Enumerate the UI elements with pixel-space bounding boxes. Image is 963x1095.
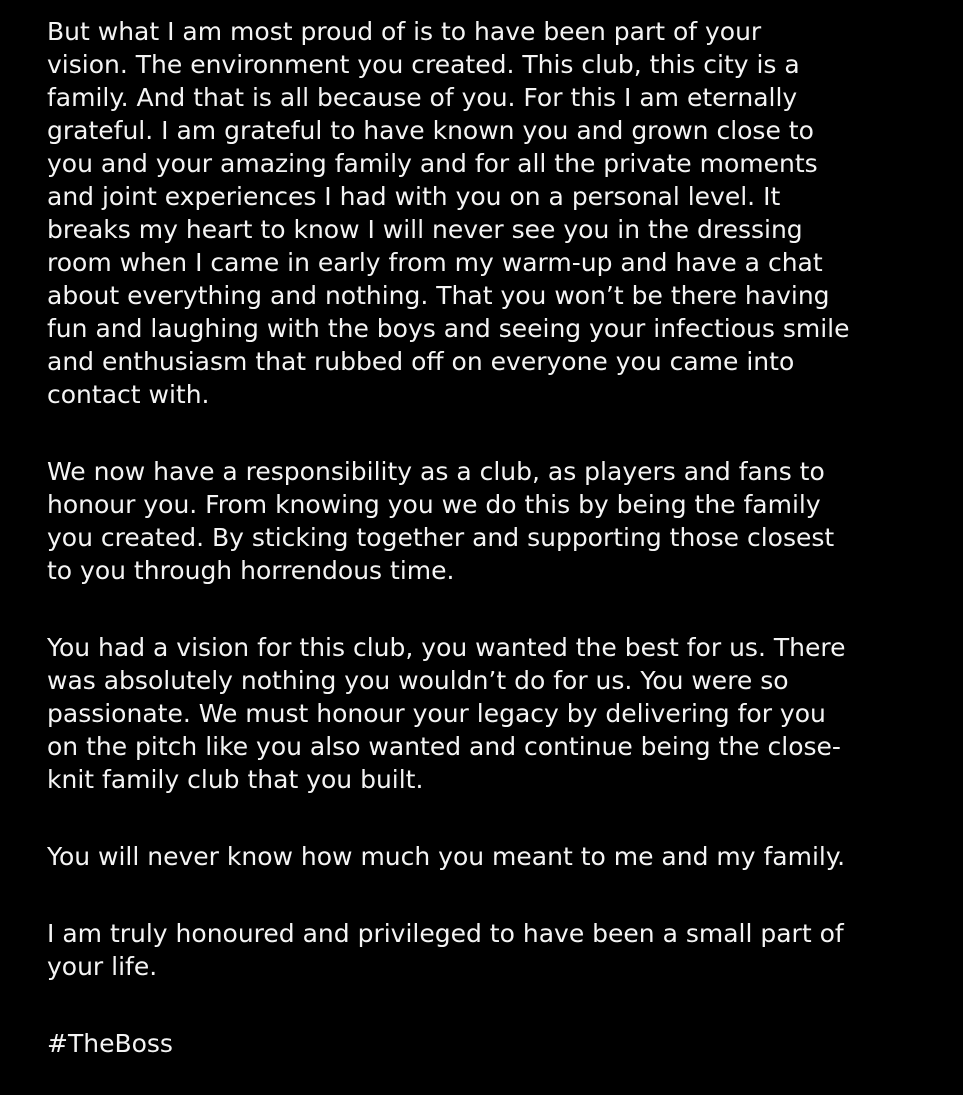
- hashtag: #TheBoss: [47, 1029, 173, 1058]
- paragraph-responsibility: We now have a responsibility as a club, as players and fans to honour you. From knowing you we do this by being the family you created. By sticking together and supporting those closest to you through horrendous time.: [47, 457, 835, 585]
- paragraph-honoured: I am truly honoured and privileged to have been a small part of your life.: [47, 919, 844, 981]
- paragraph-proud: But what I am most proud of is to have been part of your vision. The environment you created. This club, this city is a family. And that is all because of you. For this I am eternally grateful. I am grateful to have known you and grown close to you and your amazing family and for all the private moments and joint experiences I had with you on a personal level. It breaks my heart to know I will never see you in the dressing room when I came in early from my warm-up and have a chat about everything and nothing. That you won’t be there having fun and laughing with the boys and seeing your infectious smile and enthusiasm that rubbed off on everyone you came into contact with.: [47, 17, 850, 409]
- paragraph-meant-to-me: You will never know how much you meant to me and my family.: [47, 842, 846, 871]
- paragraph-vision: You had a vision for this club, you wanted the best for us. There was absolutely nothing you wouldn’t do for us. You were so passionate. We must honour your legacy by delivering for you on the pitch like you also wanted and continue being the close- knit family club that you built.: [47, 633, 846, 794]
